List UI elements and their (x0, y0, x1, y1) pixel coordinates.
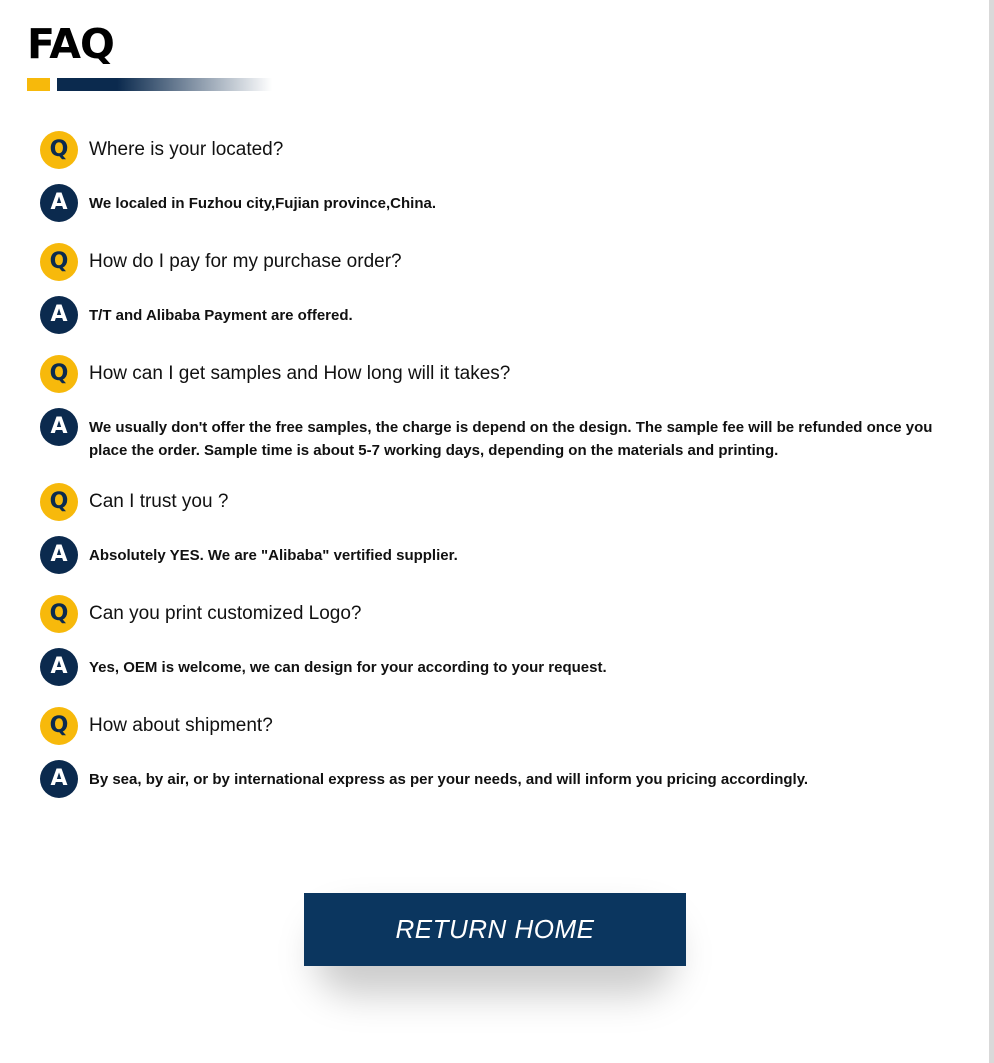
answer-text: We usually don't offer the free samples, the charge is depend on the design. The sample fee will be refunded once you place the order. Sample time is about 5-7 working days, depending on the materials and printing. (89, 419, 933, 459)
title-accent-navy (57, 78, 272, 91)
question-text: Can you print customized Logo? (89, 603, 362, 624)
answer-icon: A (40, 648, 78, 686)
faq-item (40, 243, 955, 334)
faq-item (40, 131, 955, 222)
question-text: Can I trust you ? (89, 491, 229, 512)
answer-text: Yes, OEM is welcome, we can design for your according to your request. (89, 659, 607, 676)
faq-item (40, 483, 955, 574)
title-accent-gold (27, 78, 50, 91)
faq-item (40, 595, 955, 686)
answer-text: Absolutely YES. We are "Alibaba" vertified supplier. (89, 547, 458, 564)
answer-text: T/T and Alibaba Payment are offered. (89, 307, 353, 324)
answer-icon: A (40, 536, 78, 574)
answer-icon: A (40, 296, 78, 334)
answer-row (40, 296, 955, 334)
faq-item (40, 707, 955, 798)
answer-row (40, 760, 955, 798)
faq-list (40, 131, 955, 819)
answer-icon: A (40, 408, 78, 446)
faq-item (40, 355, 955, 462)
question-text: How can I get samples and How long will it takes? (89, 363, 511, 384)
answer-icon: A (40, 184, 78, 222)
answer-text: We localed in Fuzhou city,Fujian province,China. (89, 195, 436, 212)
return-home-button[interactable]: RETURN HOME (304, 893, 686, 966)
question-icon: Q (40, 483, 78, 521)
answer-row (40, 184, 955, 222)
question-row (40, 595, 955, 633)
question-text: How do I pay for my purchase order? (89, 251, 402, 272)
right-edge-border (989, 0, 994, 1063)
answer-row (40, 648, 955, 686)
question-row (40, 243, 955, 281)
question-icon: Q (40, 707, 78, 745)
answer-icon: A (40, 760, 78, 798)
question-row (40, 131, 955, 169)
question-text: Where is your located? (89, 139, 284, 160)
page-title: FAQ (27, 20, 114, 68)
question-text: How about shipment? (89, 715, 273, 736)
question-row (40, 355, 955, 393)
question-icon: Q (40, 355, 78, 393)
question-icon: Q (40, 131, 78, 169)
question-icon: Q (40, 595, 78, 633)
question-row (40, 707, 955, 745)
answer-row (40, 536, 955, 574)
answer-row (40, 408, 955, 462)
answer-text: By sea, by air, or by international express as per your needs, and will inform you pricing accordingly. (89, 771, 809, 788)
return-home-wrapper (304, 893, 686, 966)
question-row (40, 483, 955, 521)
question-icon: Q (40, 243, 78, 281)
